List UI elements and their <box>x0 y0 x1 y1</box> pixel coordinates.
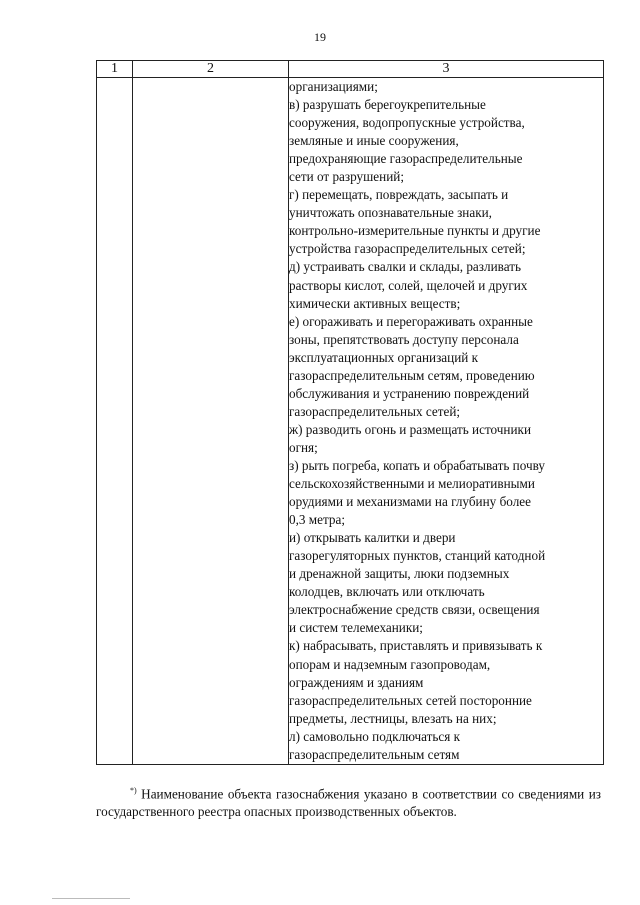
text-line: и) открывать калитки и двери <box>289 530 456 546</box>
text-line: обслуживания и устранению повреждений <box>289 385 530 401</box>
footnote-marker: *) <box>130 786 137 795</box>
footnote-text: Наименование объекта газоснабжения указано в соответствии со сведениями из государственного реестра опасных производственных объектов. <box>96 786 602 819</box>
text-line: д) устраивать свалки и склады, разливать <box>289 259 521 275</box>
text-line: колодцев, включать или отключать <box>289 584 485 600</box>
text-line: з) рыть погреба, копать и обрабатывать почву <box>289 457 545 473</box>
column-header-2: 2 <box>133 61 289 78</box>
text-line: электроснабжение средств связи, освещения <box>289 602 540 618</box>
text-line: сельскохозяйственными и мелиоративными <box>289 476 535 492</box>
text-line: и дренажной защиты, люки подземных <box>289 566 510 582</box>
column-header-3: 3 <box>289 61 604 78</box>
text-line: растворы кислот, солей, щелочей и других <box>289 277 528 293</box>
footnote <box>96 782 601 820</box>
cell-col-2 <box>133 78 289 765</box>
text-line: в) разрушать берегоукрепительные <box>289 97 486 113</box>
text-line: уничтожать опознавательные знаки, <box>289 205 492 221</box>
text-line: предохраняющие газораспределительные <box>289 151 523 167</box>
page-number: 19 <box>314 30 326 44</box>
restrictions-text <box>289 78 603 764</box>
text-line: газораспределительных сетей посторонние <box>289 692 532 708</box>
text-line: газораспределительным сетям, проведению <box>289 367 535 383</box>
cell-col-1 <box>97 78 133 765</box>
text-line: орудиями и механизмами на глубину более <box>289 494 531 510</box>
text-line: контрольно-измерительные пункты и другие <box>289 223 541 239</box>
text-line: эксплуатационных организаций к <box>289 349 479 365</box>
text-line: организациями; <box>289 79 378 94</box>
text-line: сети от разрушений; <box>289 169 404 185</box>
text-line: газорегуляторных пунктов, станций катодной <box>289 548 546 564</box>
text-line: устройства газораспределительных сетей; <box>289 241 526 257</box>
text-line: предметы, лестницы, влезать на них; <box>289 710 497 726</box>
text-line: опорам и надземным газопроводам, <box>289 656 491 672</box>
text-line: сооружения, водопропускные устройства, <box>289 115 525 131</box>
page-edge-mark <box>52 898 130 899</box>
text-line: химически активных веществ; <box>289 295 461 311</box>
text-line: г) перемещать, повреждать, засыпать и <box>289 187 509 203</box>
text-line: к) набрасывать, приставлять и привязывать к <box>289 638 543 654</box>
cell-col-3 <box>289 78 604 765</box>
text-line: газораспределительных сетей; <box>289 403 461 419</box>
text-line: ж) разводить огонь и размещать источники <box>289 421 532 437</box>
table-row <box>97 78 604 765</box>
table-header-row <box>97 61 604 78</box>
text-line: газораспределительным сетям <box>289 746 460 762</box>
text-line: 0,3 метра; <box>289 512 346 528</box>
restrictions-table <box>96 60 604 765</box>
text-line: земляные и иные сооружения, <box>289 133 459 149</box>
text-line: огня; <box>289 439 318 455</box>
text-line: е) огораживать и перегораживать охранные <box>289 313 533 329</box>
column-header-1: 1 <box>97 61 133 78</box>
text-line: зоны, препятствовать доступу персонала <box>289 331 519 347</box>
text-line: л) самовольно подключаться к <box>289 728 461 744</box>
text-line: и систем телемеханики; <box>289 620 423 636</box>
text-line: ограждениям и зданиям <box>289 674 424 690</box>
